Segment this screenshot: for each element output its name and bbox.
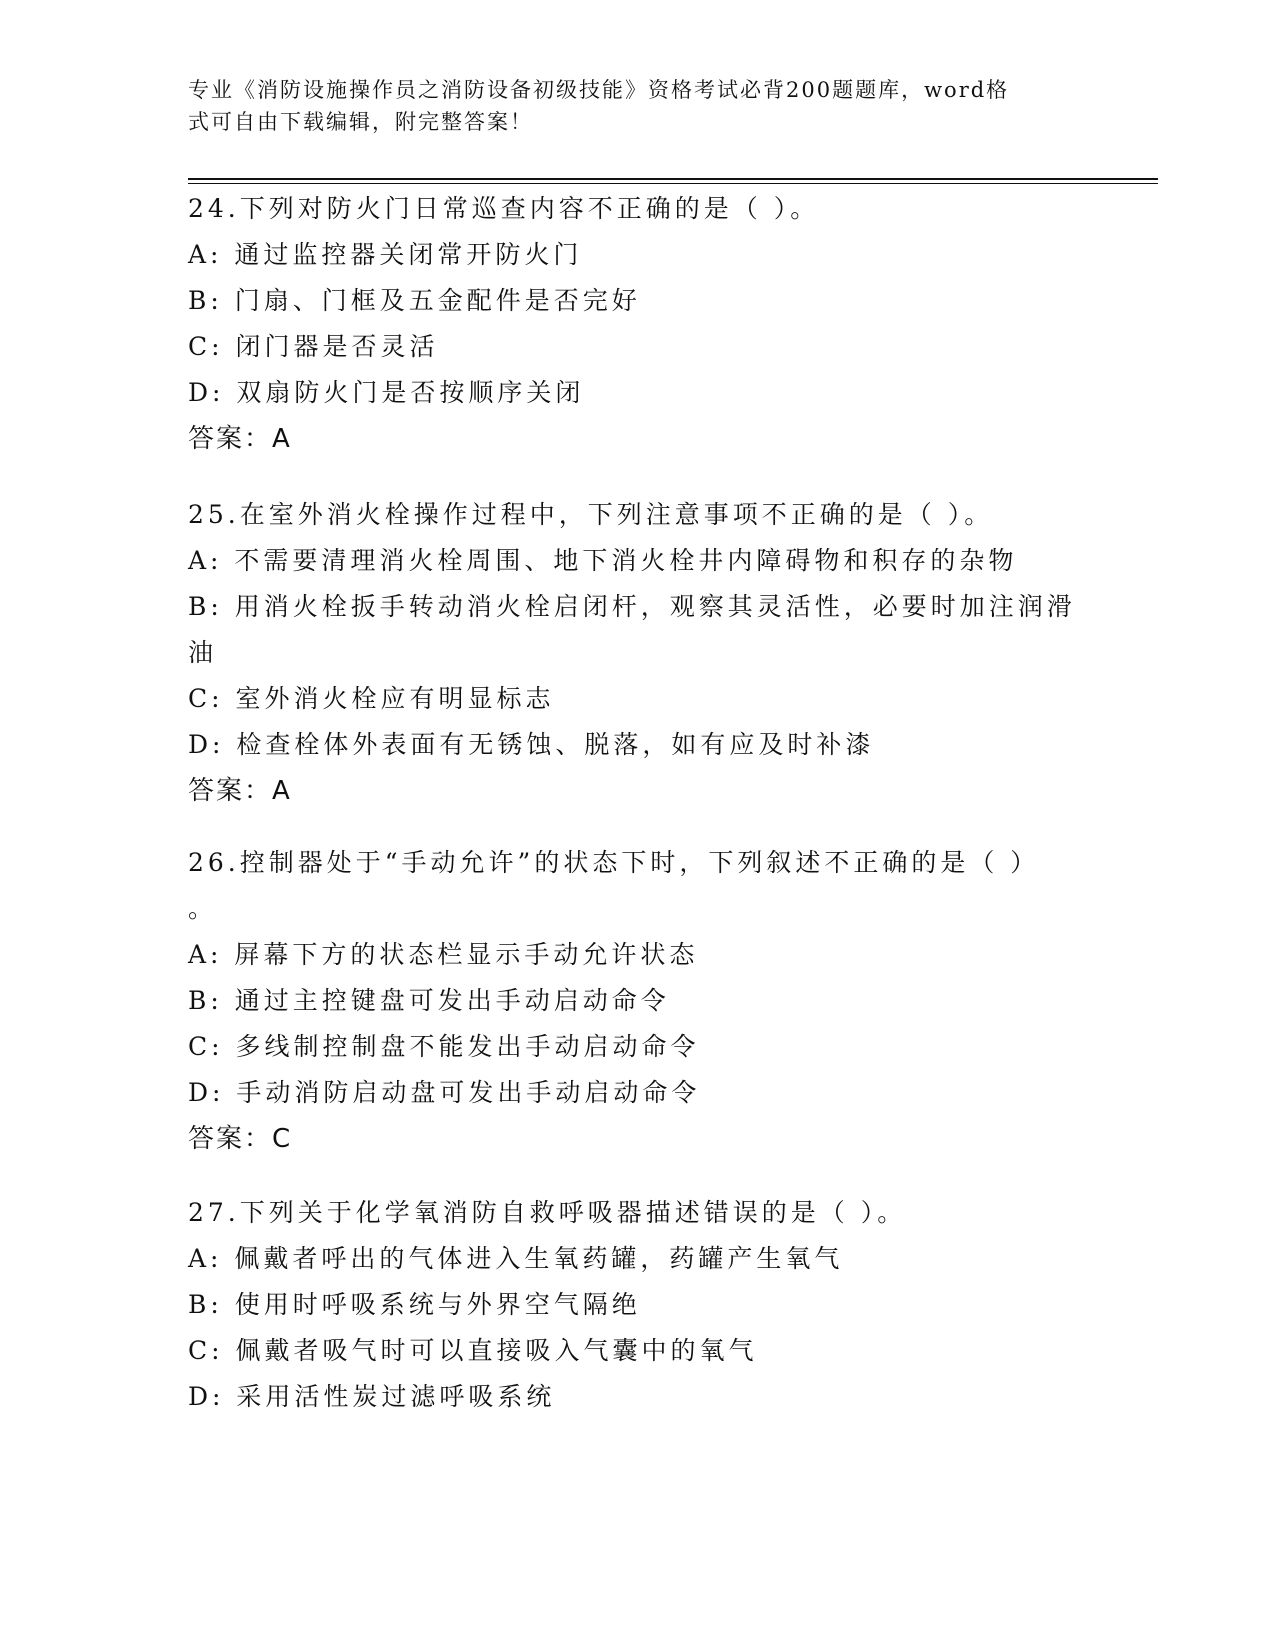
question-27 xyxy=(188,1190,1088,1420)
question-stem-continued: 。 xyxy=(188,894,218,923)
answer-line: 答案：A xyxy=(188,776,292,806)
option-a: A: 佩戴者呼出的气体进入生氧药罐，药罐产生氧气 xyxy=(188,1244,844,1273)
option-d: D: 双扇防火门是否按顺序关闭 xyxy=(188,378,585,407)
option-a: A: 屏幕下方的状态栏显示手动允许状态 xyxy=(188,940,699,969)
option-b: B: 用消火栓扳手转动消火栓启闭杆，观察其灵活性，必要时加注润滑 xyxy=(188,592,1076,621)
question-stem: 25.在室外消火栓操作过程中，下列注意事项不正确的是（ ）。 xyxy=(188,500,994,529)
header-line-1: 专业《消防设施操作员之消防设备初级技能》资格考试必背200题题库，word格 xyxy=(188,78,1010,102)
option-b: B: 门扇、门框及五金配件是否完好 xyxy=(188,286,641,315)
option-c: C: 佩戴者吸气时可以直接吸入气囊中的氧气 xyxy=(188,1336,758,1365)
question-stem: 27.下列关于化学氧消防自救呼吸器描述错误的是（ ）。 xyxy=(188,1198,907,1227)
answer-line: 答案：A xyxy=(188,424,292,454)
option-a: A: 不需要清理消火栓周围、地下消火栓井内障碍物和积存的杂物 xyxy=(188,546,1018,575)
option-b-continued: 油 xyxy=(188,638,218,667)
option-b: B: 通过主控键盘可发出手动启动命令 xyxy=(188,986,670,1015)
option-c: C: 闭门器是否灵活 xyxy=(188,332,439,361)
header-divider-thin xyxy=(188,183,1158,184)
header-divider-thick xyxy=(188,178,1158,180)
option-d: D: 检查栓体外表面有无锈蚀、脱落，如有应及时补漆 xyxy=(188,730,875,759)
option-b: B: 使用时呼吸系统与外界空气隔绝 xyxy=(188,1290,641,1319)
option-a: A: 通过监控器关闭常开防火门 xyxy=(188,240,583,269)
option-d: D: 手动消防启动盘可发出手动启动命令 xyxy=(188,1078,701,1107)
question-25 xyxy=(188,492,1088,814)
document-header xyxy=(188,74,1068,138)
answer-line: 答案：C xyxy=(188,1124,293,1154)
option-d: D: 采用活性炭过滤呼吸系统 xyxy=(188,1382,556,1411)
question-stem: 24.下列对防火门日常巡查内容不正确的是（ ）。 xyxy=(188,194,820,223)
question-stem: 26.控制器处于“手动允许”的状态下时，下列叙述不正确的是（ ） xyxy=(188,848,1040,877)
option-c: C: 多线制控制盘不能发出手动启动命令 xyxy=(188,1032,700,1061)
question-24 xyxy=(188,186,1088,462)
option-c: C: 室外消火栓应有明显标志 xyxy=(188,684,555,713)
header-line-2: 式可自由下载编辑，附完整答案！ xyxy=(188,110,533,134)
question-26 xyxy=(188,840,1088,1162)
